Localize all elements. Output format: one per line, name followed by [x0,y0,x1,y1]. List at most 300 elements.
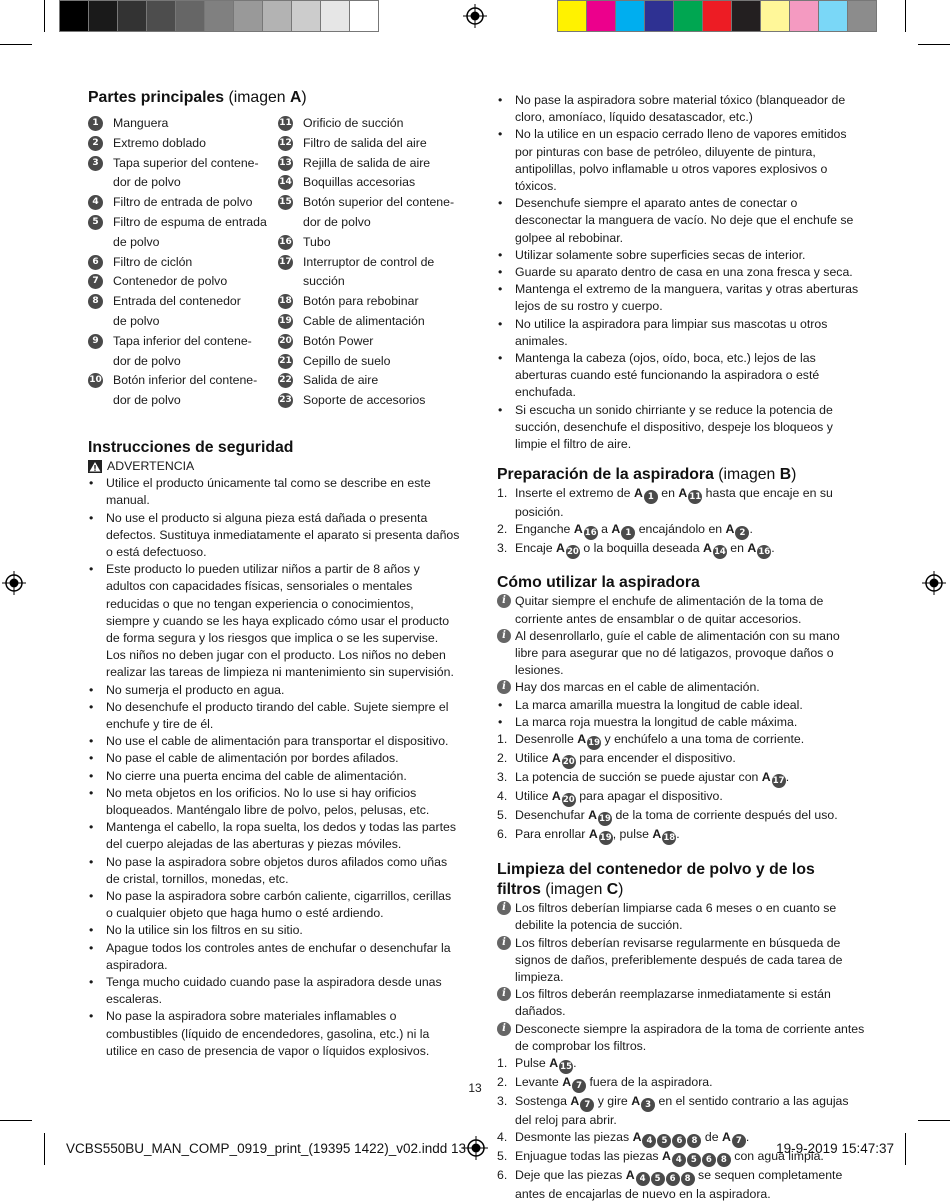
image-ref-letter: A [556,541,565,556]
info-note-text: Desconecte siempre la aspiradora de la toma de corriente antes de comprobar los filtros. [515,1021,865,1053]
crop-mark [905,1133,906,1165]
part-item [88,253,278,273]
color-swatch [59,0,89,32]
part-ref-badge: 7 [732,1134,746,1148]
part-ref-badge: 4 [672,1153,686,1167]
step-text: Enganche [515,522,574,537]
prep-heading: Preparación de la aspiradora (imagen B) [497,466,797,484]
crop-mark [0,44,32,45]
part-label [303,154,460,174]
step-number: 3. [497,541,508,556]
part-number-badge: 18 [278,294,293,309]
bullet-item: • No sumerja el producto en agua. [88,682,460,699]
step-text: fuera de la aspiradora. [586,1074,713,1089]
part-item [278,154,460,174]
part-number-badge: 10 [88,373,103,388]
step-item [497,1167,865,1203]
step-text: Inserte el extremo de [515,486,634,501]
part-label-line: dor de polvo [113,353,181,368]
info-note-text: Los filtros deberían revisarse regularmente en búsqueda de signos de daños, preferiblemente después de cada tarea de limpieza. [515,935,843,984]
part-ref-badge: 5 [651,1172,665,1186]
step-item [497,540,865,559]
use-bullets [497,697,865,731]
step-text: Desenchufar [515,808,589,823]
part-number-badge: 4 [88,195,103,210]
part-label-line: Soporte de accesorios [303,393,426,408]
part-label-line: Cable de alimentación [303,313,425,328]
info-icon: i [497,901,511,915]
part-label-line: Filtro de salida del aire [303,135,427,150]
registration-mark-icon [463,4,487,28]
step-text: . [785,770,790,785]
bullet-item: • No desenchufe el producto tirando del cable. Sujete siempre el enchufe y tire de él. [88,699,460,733]
color-swatch [615,0,645,32]
part-ref-badge: 4 [636,1172,650,1186]
image-ref-letter: A [625,1168,635,1183]
color-swatch [557,0,587,32]
bullet-item: • No use el producto si alguna pieza está dañada o presenta defectos. Sustituya inmediatamente el aparato si presenta daños o está defectuoso. [88,510,460,562]
part-item [278,371,460,391]
step-text: de [701,1130,722,1145]
bullet-item: • No pase la aspiradora sobre materiales inflamables o combustibles (líquido de encendedores, gasolina, etc.) ni la utilice en caso de presencia de vapor o líquidos explosivos. [88,1008,460,1060]
image-ref-letter: A [631,1093,641,1108]
color-swatch [818,0,848,32]
parts-heading: Partes principales (imagen A) [88,89,307,106]
part-ref-badge: 20 [562,757,575,768]
part-label [303,292,460,312]
warning-label [88,458,460,475]
step-text: en [726,541,748,556]
bullet-item: • No la utilice sin los filtros en su sitio. [88,922,460,939]
step-text: en el sentido contrario a las agujas del reloj para abrir. [515,1093,849,1127]
part-number-badge: 11 [278,116,293,131]
info-note [497,628,865,680]
step-text: Pulse [515,1055,550,1070]
step-text: o la boquilla deseada [579,541,703,556]
part-label [113,154,278,194]
image-ref-letter: A [551,751,561,766]
color-swatch [731,0,761,32]
image-ref-letter: A [632,1130,642,1145]
step-text: . [771,541,775,556]
step-number: 3. [497,1093,508,1108]
part-label [303,371,460,391]
part-label-line: Botón inferior del contene- [113,373,258,388]
use-heading: Cómo utilizar la aspiradora [497,574,700,592]
part-ref-badge: 1 [644,490,658,504]
part-ref-badge: 5 [687,1153,701,1167]
part-label [113,253,278,273]
bullet-item: • La marca amarilla muestra la longitud de cable ideal. [497,697,865,714]
step-number: 6. [497,827,508,842]
step-item [497,826,865,845]
part-item [278,114,460,134]
part-label [113,193,278,213]
part-number-badge: 2 [88,136,103,151]
part-label-line: succión [303,274,345,289]
part-label-line: Tapa superior del contene- [113,155,259,170]
color-swatch [586,0,616,32]
color-swatch [673,0,703,32]
part-label [113,332,278,372]
color-swatch [644,0,674,32]
color-swatch [117,0,147,32]
part-item [88,154,278,194]
color-swatch [88,0,118,32]
part-number-badge: 7 [88,274,103,289]
part-label-line: Interruptor de control de [303,254,435,269]
registration-mark-icon [922,571,946,595]
bullet-item: • No meta objetos en los orificios. No lo use si hay orificios bloqueados. Manténgalo libre de polvo, pelos, pelusas, etc. [88,785,460,819]
part-label [303,391,460,411]
right-column [497,92,865,1203]
part-number-badge: 1 [88,116,103,131]
part-number-badge: 8 [88,294,103,309]
step-item [497,769,865,788]
part-item [278,312,460,332]
part-label [303,233,460,253]
step-number: 4. [497,1130,508,1145]
step-item [497,1055,865,1074]
color-swatch [291,0,321,32]
part-number-badge: 22 [278,373,293,388]
step-number: 2. [497,751,508,766]
part-item [88,272,278,292]
parts-list [88,114,460,411]
left-column [88,88,460,1060]
part-number-badge: 14 [278,175,293,190]
part-label-line: dor de polvo [303,214,371,229]
step-number: 5. [497,808,508,823]
part-label [303,193,460,233]
image-ref-letter: A [588,808,598,823]
info-icon: i [497,629,511,643]
safety-list-right [497,92,865,453]
bullet-item: • No pase la aspiradora sobre material tóxico (blanqueador de cloro, amoníaco, líquido desatascador, etc.) [497,92,865,126]
step-text: para encender el dispositivo. [575,751,736,766]
part-ref-badge: 16 [584,528,597,539]
part-number-badge: 16 [278,235,293,250]
part-ref-badge: 8 [687,1134,701,1148]
info-icon: i [497,594,511,608]
safety-heading: Instrucciones de seguridad [88,438,294,456]
part-label-line: Rejilla de salida de aire [303,155,431,170]
info-note-text: Quitar siempre el enchufe de alimentación de la toma de corriente antes de ensamblar o de quitar accesorios. [515,594,824,626]
part-ref-badge: 6 [702,1153,716,1167]
bullet-item: • Mantenga el extremo de la manguera, varitas y otras aberturas lejos de su rostro y cuerpo. [497,281,865,315]
info-note [497,986,865,1020]
part-label-line: Filtro de espuma de entrada [113,214,267,229]
step-text: La potencia de succión se puede ajustar con [515,770,762,785]
part-ref-badge: 18 [663,833,676,844]
image-ref-letter: A [577,732,587,747]
step-text: . [573,1055,577,1070]
step-item [497,731,865,750]
bullet-item: • La marca roja muestra la longitud de cable máxima. [497,714,865,731]
part-ref-badge: 19 [599,833,612,844]
image-ref-letter: A [551,789,561,804]
crop-mark [918,44,950,45]
bullet-item: • No cierre una puerta encima del cable de alimentación. [88,768,460,785]
registration-mark-icon [2,571,26,595]
color-swatch [262,0,292,32]
gray-color-bar [59,0,378,32]
step-number: 2. [497,522,508,537]
part-item [88,114,278,134]
color-swatch [146,0,176,32]
step-item [497,521,865,540]
part-ref-badge: 17 [772,776,785,787]
part-label [303,134,460,154]
part-label [113,272,278,292]
part-item [278,253,460,293]
part-ref-badge: 3 [641,1098,655,1112]
part-item [278,352,460,372]
bullet-item: • Si escucha un sonido chirriante y se reduce la potencia de succión, desenchufe el dispositivo, despeje los bloqueos y limpie el filtro de aire. [497,402,865,454]
crop-mark [905,0,906,32]
part-ref-badge: 14 [713,547,726,558]
bullet-item: • Mantenga la cabeza (ojos, oído, boca, etc.) lejos de las aberturas cuando esté funcionando la aspiradora o esté enchufada. [497,350,865,402]
step-text: Utilice [515,789,552,804]
step-text: Utilice [515,751,552,766]
info-icon: i [497,1022,511,1036]
info-note [497,900,865,934]
parts-column-2 [278,114,460,411]
step-number: 4. [497,789,508,804]
step-text: y enchúfelo a una toma de corriente. [601,732,805,747]
step-item [497,807,865,826]
image-ref-letter: A [562,1074,572,1089]
step-number: 1. [497,486,508,501]
step-text: Levante [515,1074,563,1089]
part-item [88,332,278,372]
part-ref-badge: 20 [562,795,575,806]
info-note-text: Los filtros deberían limpiarse cada 6 meses o en cuanto se debilite la potencia de succión. [515,901,837,933]
crop-mark [0,1120,32,1121]
part-item [278,134,460,154]
part-label [113,114,278,134]
step-item [497,750,865,769]
clean-notes [497,900,865,1055]
part-item [278,193,460,233]
step-text: Enjuague todas las piezas [515,1149,662,1164]
step-text: . [745,1130,750,1145]
part-label-line: Boquillas accesorias [303,175,416,190]
step-text: Desmonte las piezas [515,1130,633,1145]
color-bar [557,0,876,32]
step-text: Sostenga [515,1093,571,1108]
part-ref-badge: 5 [657,1134,671,1148]
part-label [113,292,278,332]
part-number-badge: 15 [278,195,293,210]
part-label-line: Tapa inferior del contene- [113,333,252,348]
step-item [497,1093,865,1129]
step-number: 1. [497,1055,508,1070]
part-ref-badge: 6 [672,1134,686,1148]
safety-list-left [88,475,460,1060]
footer-file-info: VCBS550BU_MAN_COMP_0919_print_(19395 1422)_v02.indd 13 [66,1141,467,1156]
part-label [303,114,460,134]
step-text: y gire [594,1093,632,1108]
part-ref-badge: 7 [572,1079,586,1093]
part-label-line: dor de polvo [113,175,181,190]
step-number: 3. [497,770,508,785]
image-ref-letter: A [703,541,712,556]
step-text: a [597,522,612,537]
step-text: se sequen completamente antes de encajarlas de nuevo en la aspiradora. [515,1168,843,1202]
crop-mark [918,1120,950,1121]
warning-triangle-icon [88,460,102,473]
bullet-item: • No pase la aspiradora sobre objetos duros afilados como uñas de cristal, tornillos, monedas, etc. [88,854,460,888]
info-icon: i [497,987,511,1001]
step-text: con agua limpia. [730,1149,824,1164]
part-ref-badge: 1 [621,526,635,540]
part-label [113,371,278,411]
color-swatch [760,0,790,32]
bullet-item: • Utilizar solamente sobre superficies secas de interior. [497,247,865,264]
bullet-item: • Apague todos los controles antes de enchufar o desenchufar la aspiradora. [88,940,460,974]
part-label [303,352,460,372]
image-ref-letter: A [661,1149,671,1164]
part-item [88,371,278,411]
step-text: de la toma de corriente después del uso. [612,808,838,823]
step-text: . [749,522,753,537]
bullet-item: • Guarde su aparato dentro de casa en una zona fresca y seca. [497,264,865,281]
image-ref-letter: A [747,541,757,556]
use-steps [497,731,865,845]
color-swatch [320,0,350,32]
bullet-item: • No use el cable de alimentación para transportar el dispositivo. [88,733,460,750]
crop-mark [44,0,45,32]
part-label-line: dor de polvo [113,393,181,408]
part-item [88,193,278,213]
color-swatch [702,0,732,32]
step-text: Encaje [515,541,557,556]
part-item [278,332,460,352]
part-label-line: de polvo [113,234,160,249]
footer-date-info: 19-9-2019 15:47:37 [776,1141,894,1156]
color-swatch [349,0,379,32]
step-text: hasta que encaje en su posición. [515,486,833,520]
part-number-badge: 17 [278,255,293,270]
part-number-badge: 20 [278,334,293,349]
step-number: 5. [497,1149,508,1164]
part-ref-badge: 4 [642,1134,656,1148]
step-number: 1. [497,732,508,747]
part-label [113,213,278,253]
part-label-line: Contenedor de polvo [113,274,228,289]
image-ref-letter: A [761,770,771,785]
image-ref-letter: A [678,486,688,501]
part-number-badge: 5 [88,215,103,230]
info-note [497,679,865,696]
part-label [303,253,460,293]
bullet-item: • No pase el cable de alimentación por bordes afilados. [88,750,460,767]
part-number-badge: 13 [278,156,293,171]
part-label [303,312,460,332]
part-item [278,391,460,411]
part-label-line: Extremo doblado [113,135,206,150]
color-swatch [204,0,234,32]
part-item [88,213,278,253]
clean-steps [497,1055,865,1203]
step-text: Deje que las piezas [515,1168,626,1183]
info-note-text: Los filtros deberán reemplazarse inmediatamente si están dañados. [515,987,831,1019]
use-notes [497,593,865,696]
bullet-item: • Mantenga el cabello, la ropa suelta, los dedos y todas las partes del cuerpo alejadas de las aberturas y piezas móviles. [88,819,460,853]
part-ref-badge: 11 [689,492,702,503]
image-ref-letter: A [725,522,735,537]
step-text: , pulse [612,827,653,842]
image-ref-letter: A [588,827,598,842]
image-ref-letter: A [721,1130,731,1145]
bullet-item: • No utilice la aspiradora para limpiar sus mascotas u otros animales. [497,316,865,350]
color-swatch [789,0,819,32]
info-icon: i [497,680,511,694]
part-item [278,233,460,253]
step-text: encajándolo en [635,522,726,537]
part-label-line: Botón Power [303,333,374,348]
image-ref-letter: A [633,486,643,501]
part-label-line: Orificio de succión [303,116,404,130]
parts-column-1 [88,114,278,411]
part-ref-badge: 6 [666,1172,680,1186]
prep-steps [497,485,865,559]
part-label-line: Cepillo de suelo [303,353,391,368]
part-label-line: Tubo [303,234,331,249]
part-item [88,292,278,332]
registration-mark-icon [464,1136,488,1160]
part-ref-badge: 16 [758,547,771,558]
part-ref-badge: 19 [599,814,611,825]
part-label-line: Entrada del contenedor [113,294,241,309]
info-note [497,935,865,987]
image-ref-letter: A [549,1055,559,1070]
bullet-item: • No pase la aspiradora sobre carbón caliente, cigarrillos, cerillas o cualquier objeto que haga humo o esté ardiendo. [88,888,460,922]
image-ref-letter: A [611,522,621,537]
bullet-item: • Tenga mucho cuidado cuando pase la aspiradora desde unas escaleras. [88,974,460,1008]
part-label [113,134,278,154]
image-ref-letter: A [573,522,583,537]
part-number-badge: 19 [278,314,293,329]
image-ref-letter: A [570,1093,580,1108]
image-ref-letter: A [652,827,662,842]
part-ref-badge: 8 [681,1172,695,1186]
step-text: en [657,486,679,501]
part-label-line: Botón para rebobinar [303,294,419,309]
part-label-line: Salida de aire [303,373,379,388]
bullet-item: • No la utilice en un espacio cerrado lleno de vapores emitidos por pinturas con base de petróleo, diluyente de pintura, antipolillas, polvo inflamable u otros vapores explosivos o tóxicos. [497,126,865,195]
info-note [497,593,865,627]
part-ref-badge: 15 [560,1061,572,1072]
color-swatch [847,0,877,32]
bullet-item: • Este producto lo pueden utilizar niños a partir de 8 años y adultos con capacidades físicas, sensoriales o mentales reducidas o que no tengan experiencia o conocimientos, siempre y cuando se les haya explicado cómo usar el producto de forma segura y los riesgos que implica o se les supervise. Los niños no deben jugar con el producto. Los niños no deben realizar las tareas de limpieza ni mantenimiento sin supervisión. [88,561,460,681]
part-label-line: Botón superior del contene- [303,195,455,210]
part-number-badge: 21 [278,354,293,369]
part-item [278,173,460,193]
step-text: para apagar el dispositivo. [575,789,723,804]
crop-mark [44,1133,45,1165]
part-item [278,292,460,312]
part-label [303,173,460,193]
bullet-item: • Utilice el producto únicamente tal como se describe en este manual. [88,475,460,509]
part-number-badge: 3 [88,156,103,171]
step-number: 6. [497,1168,508,1183]
info-note-text: Al desenrollarlo, guíe el cable de alimentación con su mano libre para asegurar que no dé latigazos, provoque daños o lesiones. [515,628,840,678]
part-number-badge: 23 [278,393,293,408]
part-ref-badge: 2 [735,526,749,540]
step-text: Desenrolle [515,732,578,747]
